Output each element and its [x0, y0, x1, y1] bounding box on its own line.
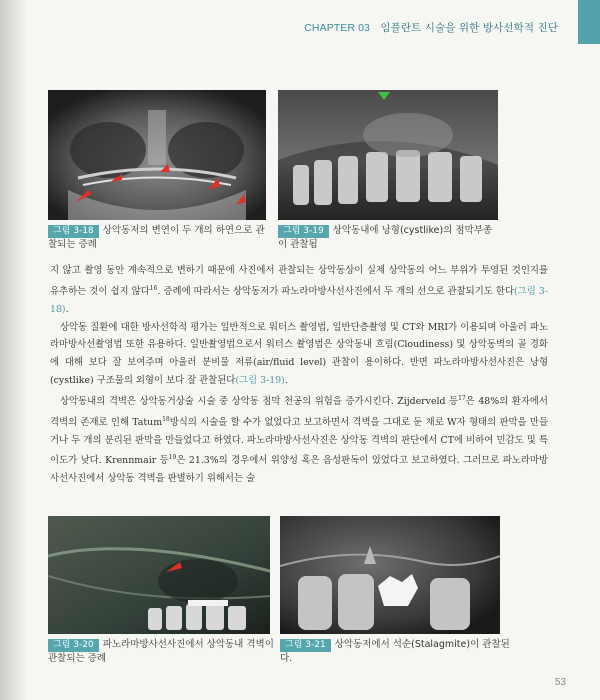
paragraph-3: 상악동내의 격벽은 상악동거상술 시술 중 상악동 점막 천공의 위험을 증가시킨다. Zijderveld 등$^{17}$은 48%의 환자에서 격벽의 존재로 인해 Tatum$^{18}$방식의 시술을 할 수가 없었다고 보고하면서 격벽을 그대로 둔 채로 W자 형태의 판막을 만들거나 두 개의 분리된 판막을 만들었다고 하였다. 파노라마방사선사진은 상악동 격벽의 판단에서 CT에 비하여 민감도 및 특이도가 낮다. Krennmair 등$^{19}$은 21.3%의 경우에서 위양성 혹은 음성판독이 있었다고 보고하였다. 그러므로 파노라마방사선사진에서 상악동 격벽을 판별하기 위해서는 술: [50, 394, 549, 485]
page-fold-shadow: [0, 0, 28, 700]
chapter-tab: [578, 0, 600, 44]
caption-text: 파노라마방사선사진에서 상악동내 격벽이 관찰되는 증례: [48, 639, 274, 664]
running-header: [304, 20, 558, 35]
figure-3-19-caption: [278, 224, 500, 252]
figure-3-18-caption: [48, 224, 270, 252]
figure-label: 그림 3-20: [48, 639, 99, 652]
figure-reference[interactable]: (그림 3-19): [235, 374, 285, 386]
figure-reference[interactable]: (그림 3-18): [50, 285, 548, 315]
caption-text: 상악동저의 변연이 두 개의 하연으로 관찰되는 증례: [48, 225, 265, 250]
figure-3-19-image: [278, 90, 498, 220]
body-text: [50, 262, 548, 488]
chapter-label: CHAPTER 03: [304, 22, 370, 34]
chapter-title: 임플란트 시술을 위한 방사선학적 진단: [380, 22, 558, 34]
figure-label: 그림 3-21: [280, 639, 331, 652]
caption-text: 상악동내에 낭형(cystlike)의 점막부종이 관찰됨: [278, 225, 493, 250]
figure-3-20-image: [48, 516, 270, 634]
figure-3-18-image: [48, 90, 266, 220]
paragraph-2: 상악동 질환에 대한 방사선학적 평가는 일반적으로 워터스 촬영법, 일반단층촬영 및 CT와 MRI가 이용되며 아울러 파노라마방사선촬영법 또한 유용하다. 일반촬영법으로서 워터스 촬영법은 상악동내 흐림(Cloudiness) 및 상악동벽의 골 경화에 대해 보다 잘 보여주며 아울러 분비물 저류(air/fluid level) 관찰이 용이하다. 반면 파노라마방사선사진은 낭형(cystlike) 구조물의 외형이 보다 잘 관찰된다(그림 3-19).: [50, 321, 548, 386]
caption-text: 상악동저에서 석순(Stalagmite)이 관찰된다.: [280, 639, 510, 664]
paragraph-1: 지 않고 촬영 동안 계속적으로 변하기 때문에 사진에서 관찰되는 상악동상이 실제 상악동의 어느 부위가 투영된 것인지를 유추하는 것이 쉽지 않다$^{16}$. 증례에 따라서는 상악동저가 파노라마방사선사진에서 두 개의 선으로 관찰되기도 한다(그림 3-18).: [50, 265, 548, 315]
figure-label: 그림 3-18: [48, 225, 99, 238]
figure-label: 그림 3-19: [278, 225, 329, 238]
figure-3-21-caption: [280, 638, 510, 666]
figure-3-20-caption: [48, 638, 276, 666]
page-number: 53: [554, 677, 566, 688]
figure-3-21-image: [280, 516, 500, 634]
